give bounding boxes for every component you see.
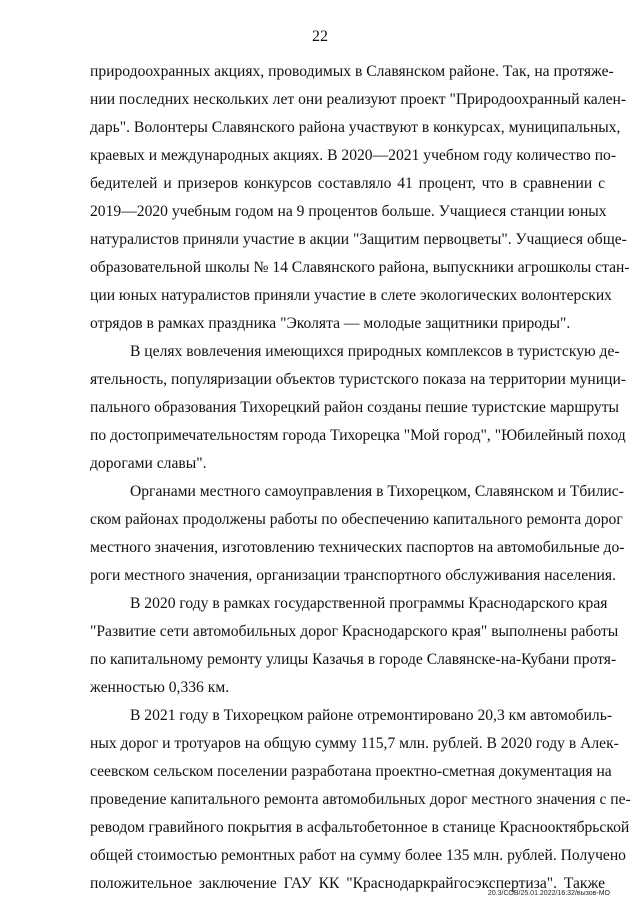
text-line: положительное заключение ГАУ КК "Краснодаркрайгосэкспертиза". Также [90,875,605,892]
text-line: по достопримечательностям города Тихорецка "Мой город", "Юбилейный поход [90,427,626,444]
document-stamp: 20.3/СОВ/25.01.2022/16:32/вызов-МО [487,890,610,897]
text-line: дарь". Волонтеры Славянского района участвуют в конкурсах, муниципальных, [90,119,621,136]
text-line-indent: В целях вовлечения имеющихся природных комплексов в туристскую де- [130,343,620,360]
text-line: ском районах продолжены работы по обеспечению капитального ремонта дорог [90,511,623,528]
text-line: "Развитие сети автомобильных дорог Краснодарского края" выполнены работы [90,623,619,640]
text-line: ции юных натуралистов приняли участие в слете экологических волонтерских [90,287,612,304]
text-line: ятельность, популяризации объектов туристского показа на территории муници- [90,371,626,388]
text-line: проведение капитального ремонта автомобильных дорог местного значения с пе- [90,791,631,808]
text-line: природоохранных акциях, проводимых в Славянском районе. Так, на протяже- [90,63,614,80]
text-line: ных дорог и тротуаров на общую сумму 115,7 млн. рублей. В 2020 году в Алек- [90,735,619,752]
text-line: натуралистов приняли участие в акции "Защитим первоцветы". Учащиеся обще- [90,231,627,248]
text-line: дорогами славы". [90,455,207,472]
text-line: пального образования Тихорецкий район созданы пешие туристские маршруты [90,399,620,416]
text-line: бедителей и призеров конкурсов составляло 41 процент, что в сравнении с [90,175,605,192]
text-line-indent: Органами местного самоуправления в Тихорецком, Славянском и Тбилис- [130,483,624,500]
text-line: по капитальному ремонту улицы Казачья в городе Славянске-на-Кубани протя- [90,651,617,668]
text-line: общей стоимостью ремонтных работ на сумму более 135 млн. рублей. Получено [90,847,626,864]
text-line: нии последних нескольких лет они реализуют проект "Природоохранный кален- [90,91,627,108]
text-line: образовательной школы № 14 Славянского района, выпускники агрошколы стан- [90,259,630,276]
text-line-indent: В 2020 году в рамках государственной программы Краснодарского края [130,595,608,612]
text-line: женностью 0,336 км. [90,679,230,696]
text-line: реводом гравийного покрытия в асфальтобетонное в станице Краснооктябрьской [90,819,630,836]
text-line-indent: В 2021 году в Тихорецком районе отремонтировано 20,3 км автомобиль- [130,707,613,724]
text-line: сеевском сельском поселении разработана проектно-сметная документация на [90,763,612,780]
text-line: роги местного значения, организации транспортного обслуживания населения. [90,567,616,584]
text-line: местного значения, изготовлению технических паспортов на автомобильные до- [90,539,625,556]
text-line: краевых и международных акциях. В 2020—2021 учебном году количество по- [90,147,617,164]
text-line: отрядов в рамках праздника "Эколята — молодые защитники природы". [90,315,571,332]
page-number: 22 [312,28,328,45]
text-line: 2019—2020 учебным годом на 9 процентов больше. Учащиеся станции юных [90,203,607,220]
